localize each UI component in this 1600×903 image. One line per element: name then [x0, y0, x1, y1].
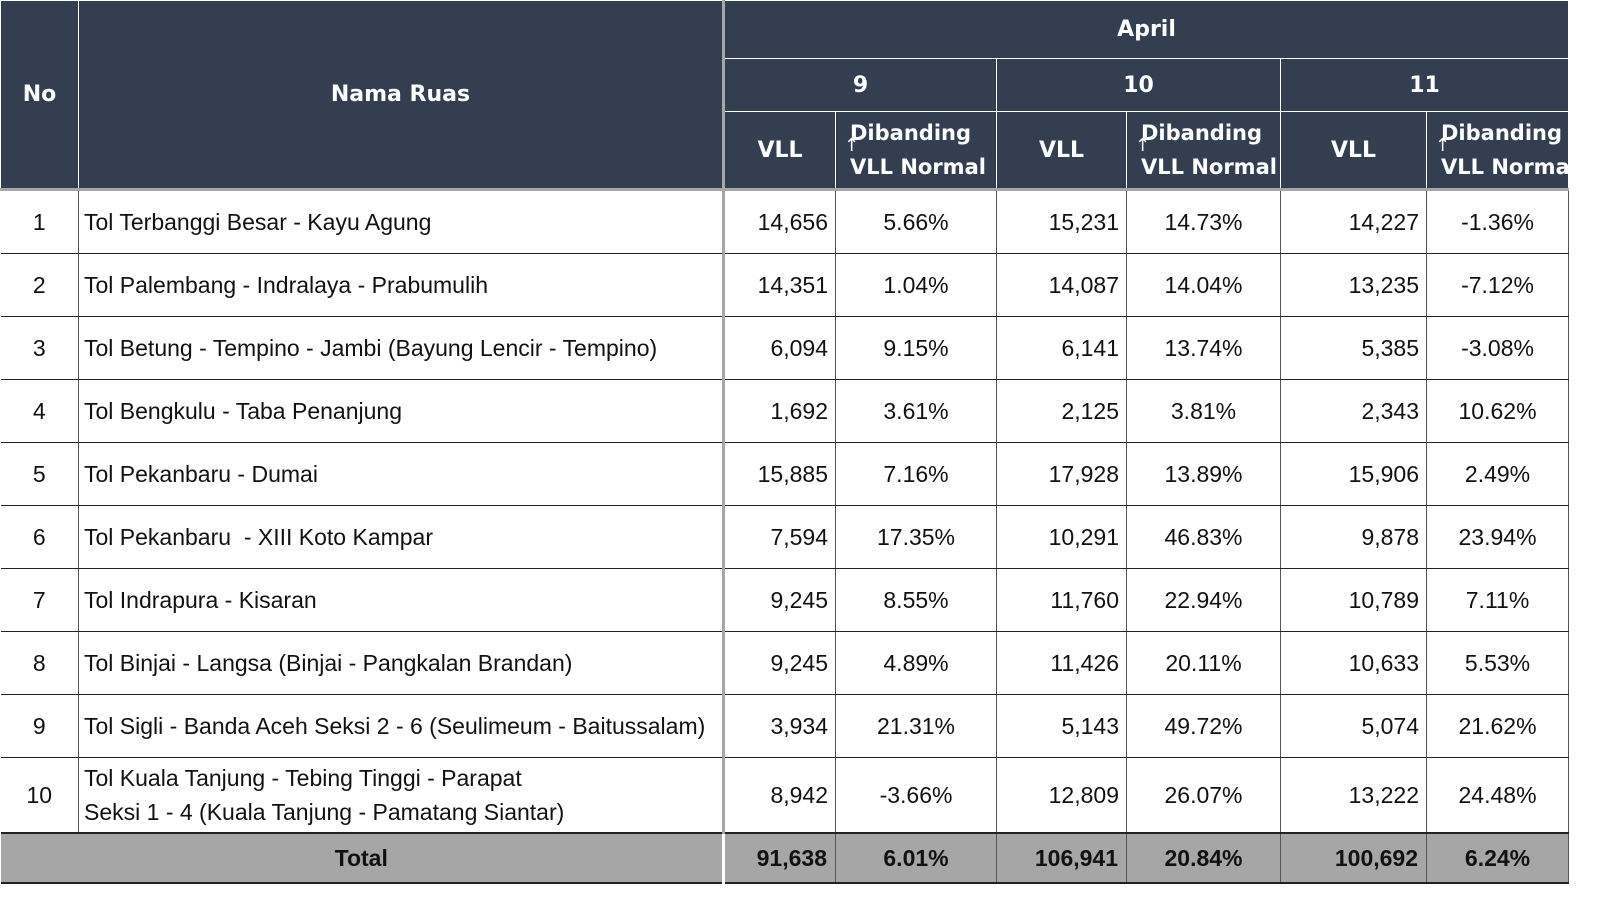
row-pct-9: 1.04%	[836, 254, 997, 317]
header-dibanding-10	[1127, 112, 1281, 190]
row-nama-ruas: Tol Sigli - Banda Aceh Seksi 2 - 6 (Seulimeum - Baitussalam)	[79, 695, 724, 758]
row-vll-10: 5,143	[997, 695, 1127, 758]
row-nama-ruas-line1: Tol Kuala Tanjung - Tebing Tinggi - Parapat	[84, 765, 522, 791]
header-no: No	[1, 1, 79, 190]
row-pct-10: 13.74%	[1127, 317, 1281, 380]
row-pct-10: 14.04%	[1127, 254, 1281, 317]
table-row	[1, 695, 1569, 758]
total-row	[1, 833, 1569, 883]
row-vll-10: 14,087	[997, 254, 1127, 317]
table-row	[1, 380, 1569, 443]
row-vll-10: 6,141	[997, 317, 1127, 380]
row-pct-11: 2.49%	[1427, 443, 1569, 506]
row-pct-11: 5.53%	[1427, 632, 1569, 695]
header-dibanding-line1: Dibanding	[1141, 121, 1262, 145]
total-pct-9: 6.01%	[836, 833, 997, 883]
row-pct-11: -7.12%	[1427, 254, 1569, 317]
row-pct-9: 9.15%	[836, 317, 997, 380]
row-vll-9: 7,594	[724, 506, 836, 569]
row-vll-10: 10,291	[997, 506, 1127, 569]
row-pct-11: 7.11%	[1427, 569, 1569, 632]
header-vll-11: VLL	[1281, 112, 1427, 190]
row-vll-11: 13,222	[1281, 758, 1427, 834]
total-vll-10: 106,941	[997, 833, 1127, 883]
row-nama-ruas: Tol Palembang - Indralaya - Prabumulih	[79, 254, 724, 317]
row-vll-10: 11,760	[997, 569, 1127, 632]
header-vll-10: VLL	[997, 112, 1127, 190]
row-pct-9: 4.89%	[836, 632, 997, 695]
total-vll-11: 100,692	[1281, 833, 1427, 883]
row-pct-10: 14.73%	[1127, 190, 1281, 254]
arrow-up-icon: ↑	[1135, 135, 1151, 156]
table-row	[1, 569, 1569, 632]
row-nama-ruas: Tol Bengkulu - Taba Penanjung	[79, 380, 724, 443]
row-pct-10: 46.83%	[1127, 506, 1281, 569]
total-pct-10: 20.84%	[1127, 833, 1281, 883]
header-day-9: 9	[724, 59, 997, 112]
header-dibanding-line1: Dibanding	[850, 121, 971, 145]
row-pct-9: -3.66%	[836, 758, 997, 834]
row-vll-9: 8,942	[724, 758, 836, 834]
row-pct-10: 26.07%	[1127, 758, 1281, 834]
row-pct-11: 10.62%	[1427, 380, 1569, 443]
row-pct-10: 3.81%	[1127, 380, 1281, 443]
row-vll-9: 9,245	[724, 632, 836, 695]
arrow-up-icon: ↑	[844, 135, 860, 156]
row-nama-ruas: Tol Binjai - Langsa (Binjai - Pangkalan Brandan)	[79, 632, 724, 695]
row-vll-10: 11,426	[997, 632, 1127, 695]
row-pct-10: 22.94%	[1127, 569, 1281, 632]
table-row	[1, 506, 1569, 569]
row-vll-10: 12,809	[997, 758, 1127, 834]
table-row	[1, 254, 1569, 317]
row-vll-9: 9,245	[724, 569, 836, 632]
row-no: 8	[1, 632, 79, 695]
row-no: 1	[1, 190, 79, 254]
header-dibanding-line2: VLL Normal	[850, 155, 986, 179]
row-pct-9: 7.16%	[836, 443, 997, 506]
row-vll-11: 14,227	[1281, 190, 1427, 254]
row-pct-11: -3.08%	[1427, 317, 1569, 380]
row-vll-9: 14,656	[724, 190, 836, 254]
table-header	[1, 1, 1577, 190]
row-nama-ruas: Tol Pekanbaru - XIII Koto Kampar	[79, 506, 724, 569]
total-vll-9: 91,638	[724, 833, 836, 883]
header-vll-9: VLL	[724, 112, 836, 190]
header-dibanding-11	[1427, 112, 1577, 190]
row-pct-9: 5.66%	[836, 190, 997, 254]
header-month: April	[724, 1, 1569, 59]
row-nama-ruas: Tol Terbanggi Besar - Kayu Agung	[79, 190, 724, 254]
header-dibanding-9	[836, 112, 997, 190]
row-pct-11: 24.48%	[1427, 758, 1569, 834]
table-footer	[1, 833, 1569, 883]
row-vll-10: 2,125	[997, 380, 1127, 443]
row-no: 9	[1, 695, 79, 758]
row-pct-9: 17.35%	[836, 506, 997, 569]
row-vll-9: 15,885	[724, 443, 836, 506]
total-pct-11: 6.24%	[1427, 833, 1569, 883]
row-nama-ruas	[79, 758, 724, 834]
table-row	[1, 443, 1569, 506]
row-nama-ruas-line2: Seksi 1 - 4 (Kuala Tanjung - Pamatang Siantar)	[84, 799, 565, 825]
row-no: 4	[1, 380, 79, 443]
row-nama-ruas: Tol Indrapura - Kisaran	[79, 569, 724, 632]
header-dibanding-line1: Dibanding	[1441, 121, 1562, 145]
row-pct-9: 3.61%	[836, 380, 997, 443]
header-dibanding-line2: VLL Normal	[1441, 155, 1577, 179]
table-row	[1, 190, 1569, 254]
row-vll-11: 10,789	[1281, 569, 1427, 632]
row-no: 3	[1, 317, 79, 380]
header-dibanding-line2: VLL Normal	[1141, 155, 1277, 179]
row-vll-11: 2,343	[1281, 380, 1427, 443]
row-no: 5	[1, 443, 79, 506]
row-nama-ruas: Tol Betung - Tempino - Jambi (Bayung Lencir - Tempino)	[79, 317, 724, 380]
row-vll-11: 10,633	[1281, 632, 1427, 695]
row-pct-11: 23.94%	[1427, 506, 1569, 569]
row-nama-ruas: Tol Pekanbaru - Dumai	[79, 443, 724, 506]
header-day-11: 11	[1281, 59, 1569, 112]
table-row	[1, 317, 1569, 380]
row-pct-11: 21.62%	[1427, 695, 1569, 758]
arrow-up-icon: ↑	[1435, 135, 1451, 156]
table-body	[1, 190, 1569, 834]
row-vll-11: 5,385	[1281, 317, 1427, 380]
row-vll-11: 5,074	[1281, 695, 1427, 758]
header-day-10: 10	[997, 59, 1281, 112]
row-pct-11: -1.36%	[1427, 190, 1569, 254]
row-pct-9: 21.31%	[836, 695, 997, 758]
row-vll-9: 3,934	[724, 695, 836, 758]
row-pct-10: 20.11%	[1127, 632, 1281, 695]
row-vll-11: 15,906	[1281, 443, 1427, 506]
row-no: 7	[1, 569, 79, 632]
row-vll-10: 15,231	[997, 190, 1127, 254]
row-pct-10: 49.72%	[1127, 695, 1281, 758]
row-pct-9: 8.55%	[836, 569, 997, 632]
table-row	[1, 758, 1569, 834]
row-pct-10: 13.89%	[1127, 443, 1281, 506]
row-vll-9: 14,351	[724, 254, 836, 317]
row-vll-9: 1,692	[724, 380, 836, 443]
total-label: Total	[1, 833, 724, 883]
row-vll-10: 17,928	[997, 443, 1127, 506]
table-row	[1, 632, 1569, 695]
row-no: 2	[1, 254, 79, 317]
row-vll-9: 6,094	[724, 317, 836, 380]
row-vll-11: 9,878	[1281, 506, 1427, 569]
header-nama-ruas: Nama Ruas	[79, 1, 724, 190]
row-vll-11: 13,235	[1281, 254, 1427, 317]
row-no: 10	[1, 758, 79, 834]
row-no: 6	[1, 506, 79, 569]
